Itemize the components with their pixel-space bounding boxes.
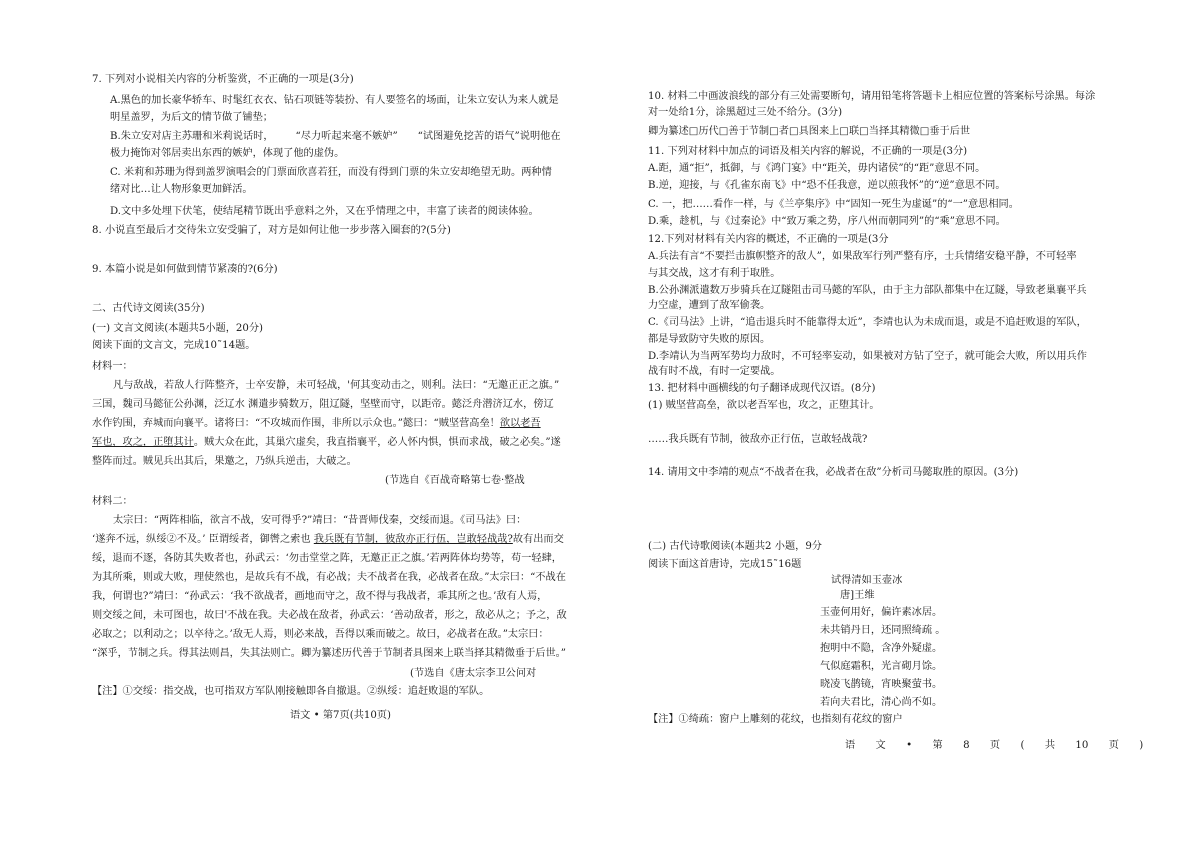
material-2-line1: 太宗曰：“两阵相临，欲言不战，安可得乎?”靖曰：“昔晋师伐秦，交绥而退。《司马法》曰： [113,515,527,526]
q7-option-c-line1: C. 米莉和苏珊为得到盖罗演唱会的门票面欣喜若狂，而没有得到门票的朱立安却绝望无助。两种情 [110,167,552,178]
q7-stem: 7. 下列对小说相关内容的分析鉴赏，不正确的一项是(3分) [92,74,354,85]
q13-sentence-1: (1) 贼坚营高垒，欲以老吾军也，攻之，正堕其计。 [648,400,880,411]
reading-instruction: 阅读下面的文言文，完成10˜14题。 [92,340,256,351]
q14-stem: 14. 请用文中李靖的观点“不战者在我，必战者在敌”分析司马懿取胜的原因。(3分) [648,467,1019,478]
underlined-sentence-part2: 军也，攻之，正堕其计 [92,437,194,448]
material-1-line3: 水作钓围，弃城而向襄平。诸将曰：“不攻城而作围，非所以示众也。”懿曰：“贼坚营高垒！欲以老吾 [92,418,541,429]
q12-option-a-line1: A.兵法有言“不要拦击旗帜整齐的敌人”，如果敌军行列严整有序，士兵情绪安稳平静，不可轻率 [648,251,1077,262]
material-2-source: (节选自《唐太宗李卫公问对 [410,668,537,679]
q12-option-d-line1: D.李靖认为当两军势均力敌时，不可轻率妄动，如果被对方钻了空子，就可能会大败，所以用兵作 [648,351,1087,362]
material-1-line4: 军也，攻之，正堕其计。贼大众在此，其巢穴虚矣，我直指襄平，必人怀内惧，惧而求战，破之必矣。”遂 [92,437,561,448]
material-2-line5: 我，何谓也?”靖曰：“孙武云：‘我不欲战者，画地而守之，敌不得与我战者，乖其所之也。’敌有人焉， [92,591,548,602]
poem-line: 抱明中不隐，含净外疑虚。 [820,643,943,654]
material-2-line2: ‘遂奔不远，纵绥②不及。’ 臣谓绥者，御辔之索也 我兵既有节制，彼敌亦正行伍，岂敢轻战哉?故有出而交 [92,534,564,545]
q7-option-d: D.文中多处埋下伏笔，使结尾精节既出乎意料之外，又在乎情理之中，丰富了读者的阅读体验。 [110,206,539,217]
q10-line2: 对一处给1分，涂黑超过三处不给分。(3分) [648,107,843,118]
material-1-line5: 整阵而过。贼见兵出其后，果邀之，乃纵兵逆击，大破之。 [92,456,357,467]
poetry-section-title: (二) 古代诗歌阅读(本题共2 小题，9分 [648,541,822,552]
poem-line: 晓凌飞鹊镜，宵映聚萤书。 [820,679,943,690]
underlined-sentence-2: 我兵既有节制，彼敌亦正行伍，岂敢轻战哉? [313,534,513,545]
material-1-line1: 凡与敌战，若敌人行阵整齐，士卒安静，未可轻战，'何其变动击之，则利。法曰：“无邀正正之旗。” [113,380,560,391]
q13-sentence-2: ……我兵既有节制，彼敌亦正行伍，岂敢轻战哉? [648,434,868,445]
q12-option-a-line2: 与其交战，这才有利于取胜。 [648,268,781,279]
material-2-line3: 绥，退而不逐，各防其失败者也，孙武云：‘勿击堂堂之阵，无邀正正之旗。’若两阵体均势等，苟一轻肆， [92,553,562,564]
q11-option-c: C. 一，把……看作一样，与《兰亭集序》中“固知一死生为虚诞”的“一”意思相同。 [648,199,1019,210]
q11-option-b: B.逆，迎接，与《孔雀东南飞》中“恐不任我意，逆以煎我怀”的“逆”意思不同。 [648,180,1006,191]
q12-option-c-line2: 都是导致防守失败的原因。 [648,334,771,345]
material-2-line6: 则交绥之间，未可图也，故曰'不战在我。夫必战在敌者，孙武云：‘善动敌者，形之，敌必从之；予之，敌 [92,610,567,621]
q11-option-d: D.乘，趁机，与《过秦论》中“致万乘之势，序八州而朝同列”的“乘”意思不同。 [648,216,1006,227]
q12-option-d-line2: 战有时不战，有时一定要战。 [648,366,781,377]
q9-stem: 9. 本篇小说是如何做到情节紧凑的?(6分) [92,264,278,275]
poetry-note: 【注】①绮疏：窗户上雕刻的花纹，也指刻有花纹的窗户 [648,714,903,725]
q12-option-b-line2: 力空虚，遭到了敌军偷袭。 [648,300,771,311]
underlined-sentence-part1: 欲以老吾 [499,418,541,429]
material-2-line8: “深乎，节制之兵。得其法则昌，失其法则亡。卿为纂述历代善于节制者具图来上联当择其精微垂于后世。” [92,648,566,659]
poem-title: 试得清如玉壶冰 [831,575,903,586]
page-footer-8: 语 文 • 第 8 页 ( 共 10 页 ) [845,740,1144,751]
q7-option-c-line2: 绪对比…让人物形象更加鲜活。 [110,184,253,195]
annotation-note: 【注】①交绥：指交战，也可指双方军队刚接触即各自撤退。②纵绥：追赶败退的军队。 [92,686,490,697]
material-2-label: 材料二： [92,496,133,507]
material-1-line2: 三国，魏司马懿征公孙渊，泛辽水 渊遣步骑数万，阻辽隧，坚壁而守，以距帝。懿泛舟潜济辽水，傍辽 [92,399,554,410]
q7-option-b-line2: 极力掩饰对邻居卖出东西的嫉妒，体现了他的虚伪。 [110,148,345,159]
q7-option-a-line1: A.黑色的加长豪华轿车、时髦红衣衣、钻石项链等装扮、有人要签名的场面，让朱立安认为来人就是 [110,95,559,106]
poem-line: 未共销丹日，还同照绮疏 。 [820,625,946,636]
poem-author: 唐]王维 [840,590,875,601]
material-2-line4: 为其所乘，则或大败，理使然也，是故兵有不战，有必战；夫不战者在我，必战者在敌。”太宗曰：“不战在 [92,572,566,583]
material-1-source: (节选自《百战奇略第七卷·整战 [385,475,525,486]
poem-line: 玉壶何用好，偏许素冰居。 [820,607,943,618]
q12-option-c-line1: C.《司马法》上讲，“追击退兵时不能靠得太近”，李靖也认为未成而退，或是不追赶败退的军队， [648,317,1087,328]
poem-line: 气似庭霜积，光言砌月馀。 [820,661,943,672]
poem-line: 若向夫君比，清心尚不如。 [820,697,943,708]
q10-sentence: 卿为纂述□历代□善于节制□者□具图来上□联□当择其精微□垂于后世 [648,126,971,137]
poetry-instruction: 阅读下面这首唐诗，完成15˜16题 [648,559,802,570]
q11-option-a: A.距，通“拒”，抵御，与《鸿门宴》中“距关，毋内诸侯”的“距”意思不同。 [648,163,986,174]
subsection-title: (一) 文言文阅读(本题共5小题，20分) [92,323,264,334]
q7-option-b-line1: B.朱立安对店主苏珊和米莉说话时， “尽力听起来毫不嫉妒” “试图避免挖苦的语气”说明他在 [110,131,561,142]
section-title: 二、古代诗文阅读(35分) [92,303,205,314]
q8-stem: 8. 小说直至最后才交待朱立安受骗了，对方是如何让他一步步落入圈套的?(5分) [92,225,451,236]
q12-option-b-line1: B.公孙渊派遣数万步骑兵在辽隧阻击司马懿的军队，由于主力部队都集中在辽隧，导致老巢襄平兵 [648,285,1087,296]
page-footer-7: 语文 • 第7页(共10页) [290,710,392,721]
q11-stem: 11. 下列对材料中加点的词语及相关内容的解说，不正确的一项是(3分) [648,146,968,157]
q12-stem: 12.下列对材料有关内容的概述，不正确的一项是(3分 [648,234,889,245]
q10-line1: 10. 材料二中画波浪线的部分有三处需要断句，请用铅笔将答题卡上相应位置的答案标号涂黑。每涂 [648,91,1096,102]
exam-page-8 [600,0,1200,849]
q13-stem: 13. 把材料中画横线的句子翻译成现代汉语。(8分) [648,383,876,394]
material-2-line7: 必取之；以利动之；以卒待之。’敌无人焉，则必来战，吾得以乘而破之。故曰，必战者在敌。”太宗曰： [92,629,549,640]
q7-option-a-line2: 明星盖罗，为后文的情节做了铺垫； [110,112,273,123]
material-1-label: 材料一： [92,361,133,372]
